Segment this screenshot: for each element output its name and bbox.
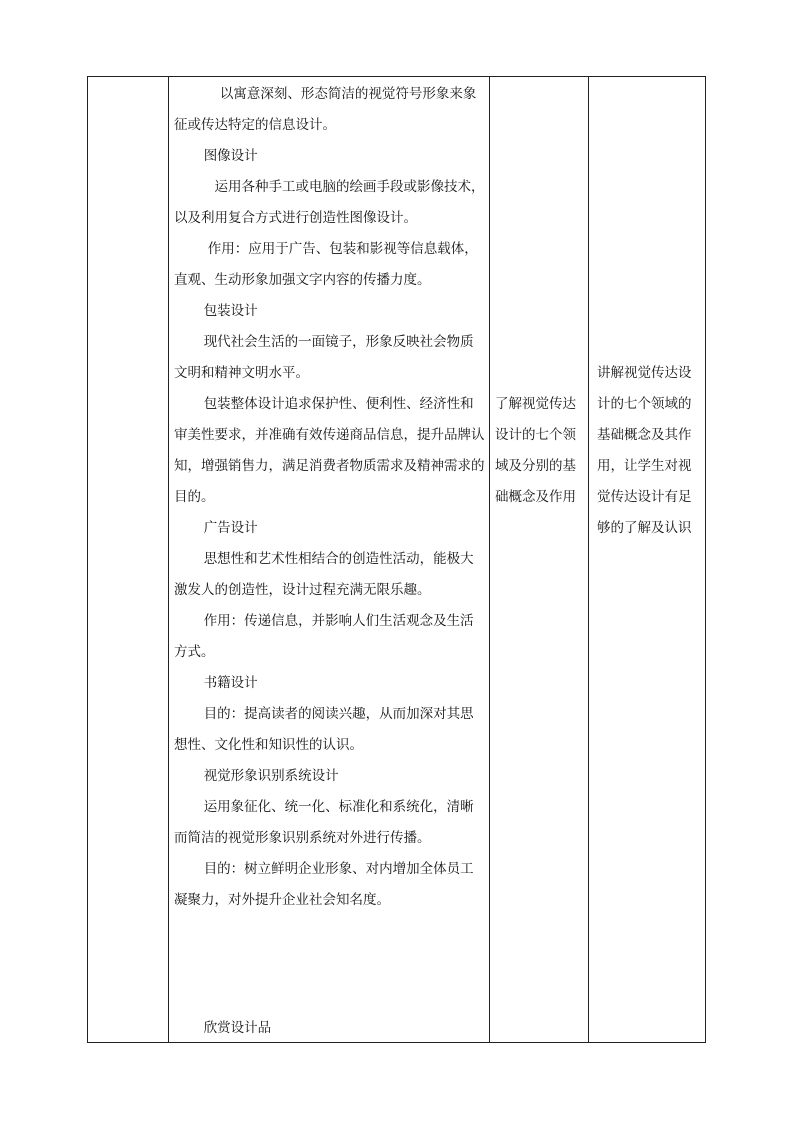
paragraph: 目的：树立鲜明企业形象、对内增加全体员工凝聚力，对外提升企业社会知名度。 (174, 861, 474, 908)
paragraph: 包装整体设计追求保护性、便利性、经济性和审美性要求，并准确有效传递商品信息，提升品牌认知，增强销售力，满足消费者物质需求及精神需求的目的。 (174, 396, 485, 505)
goal-cell (489, 77, 588, 1042)
goal-text: 了解视觉传达设计的七个领域及分别的基础概念及作用 (495, 396, 576, 505)
paragraph: 思想性和艺术性相结合的创造性活动，能极大激发人的创造性，设计过程充满无限乐趣。 (174, 551, 474, 598)
paragraph: 运用各种手工或电脑的绘画手段或影像技术，以及利用复合方式进行创造性图像设计。 (174, 179, 485, 226)
paragraph: 目的：提高读者的阅读兴趣，从而加深对其思想性、文化性和知识性的认识。 (174, 706, 474, 753)
paragraph: 现代社会生活的一面镜子，形象反映社会物质文明和精神文明水平。 (174, 334, 474, 381)
lesson-table (87, 76, 706, 1043)
method-text: 讲解视觉传达设计的七个领域的基础概念及其作用，让学生对视觉传达设计有足够的了解及认识 (597, 365, 692, 536)
paragraph: 作用：传递信息，并影响人们生活观念及生活方式。 (174, 613, 474, 660)
paragraph: 以寓意深刻、形态简洁的视觉符号形象来象征或传达特定的信息设计。 (174, 86, 477, 133)
section-heading: 包装设计 (203, 303, 258, 319)
section-heading: 书籍设计 (203, 675, 258, 691)
section-heading: 广告设计 (203, 520, 258, 536)
method-cell (588, 77, 706, 1042)
empty-cell (88, 77, 168, 1042)
section-heading: 欣赏设计品 (203, 1020, 272, 1036)
paragraph: 作用：应用于广告、包装和影视等信息载体，直观、生动形象加强文字内容的传播力度。 (174, 241, 478, 288)
paragraph: 运用象征化、统一化、标准化和系统化，清晰而简洁的视觉形象识别系统对外进行传播。 (174, 799, 474, 846)
content-cell (168, 77, 489, 1042)
section-heading: 视觉形象识别系统设计 (203, 768, 339, 784)
section-heading: 图像设计 (203, 148, 258, 164)
